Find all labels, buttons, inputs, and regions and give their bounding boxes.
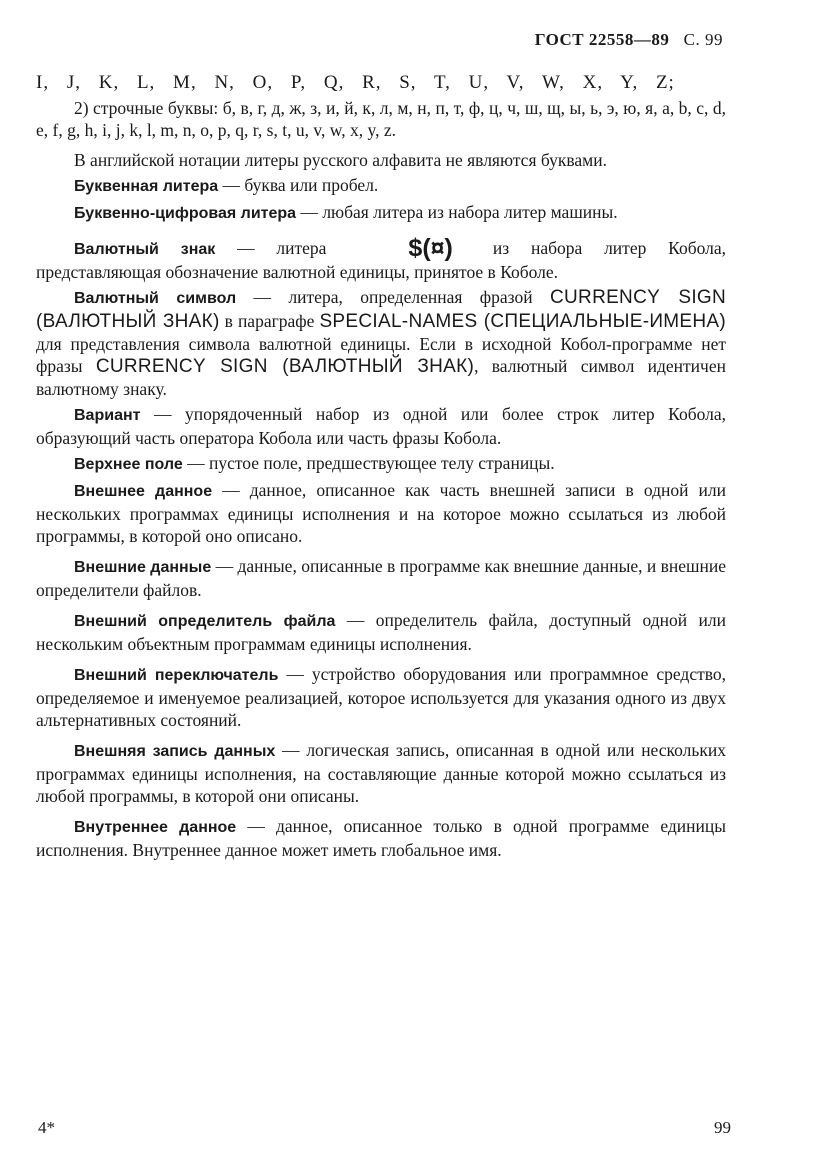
definition-top-margin [36,452,726,476]
definition-text: — данные, описанные в программе как внешние данные, и внешние определители файлов. [36,556,726,600]
currency-symbol: $(¤) [408,234,453,262]
definition-currency-symbol [36,286,726,400]
definition-alphanumeric-char [36,201,726,225]
lowercase-letters-paragraph: 2) строчные буквы: б, в, г, д, ж, з, и, й, к, л, м, н, п, т, ф, ц, ч, ш, щ, ы, ь, э, ю, я, a, b, c, d, e, f, g, h, i, j, k, l, m, n, o, p, q, r, s, t, u, v, w, x, y, z. [36,98,726,140]
definition-text: — пустое поле, предшествующее телу страницы. [182,453,555,473]
definition-text: — данное, описанное как часть внешней записи в одной или нескольких программах единицы исполнения и на которое можно ссылаться из любой программы, в которой оно описано. [36,480,726,546]
definition-text: — литера [215,238,327,258]
term: Внутреннее данное [74,819,237,836]
definition-external-file-connector [36,609,726,655]
definition-text: — устройство оборудования или программное средство, определяемое и именуемое реализацией, которое используется для указания одного из двух альтернативных состояний. [36,664,727,730]
definition-text: — упорядоченный набор из одной или более строк литер Кобола, образующий часть оператора Кобола или часть фразы Кобола. [36,404,726,448]
definition-text: — буква или пробел. [218,175,379,195]
definition-text: для представления символа валютной единицы. Если в исходной Кобол-программе нет фразы [36,334,726,376]
code-phrase: CURRENCY SIGN (ВАЛЮТНЫЙ ЗНАК) [95,356,475,377]
term: Валютный знак [74,241,216,258]
term: Верхнее поле [74,456,183,473]
definition-internal-data-item [36,815,726,861]
term: Буквенная литера [74,178,219,195]
definition-text: — литера, определенная фразой [236,287,550,307]
standard-number: ГОСТ 22558—89 [534,30,670,49]
english-notation-note: В английской нотации литеры русского алфавита не являются буквами. [74,150,607,170]
definition-text: — логическая запись, описанная в одной или нескольких программах единицы исполнения, на составляющие данные которой можно ссылаться из любой программы, в которой они описаны. [36,740,726,806]
definition-text: — определитель файла, доступный одной или нескольким объектным программам единицы исполнения. [36,610,726,654]
term: Внешний переключатель [74,667,279,684]
term: Внешний определитель файла [74,613,336,630]
definition-external-data-item [36,479,726,547]
definition-currency-sign [36,234,726,283]
definition-external-data [36,555,726,601]
code-phrase: CURRENCY SIGN (ВАЛЮТНЫЙ ЗНАК) [36,287,727,332]
definition-text-cont: из набора литер Кобола, представляющая обозначение валютной единицы, принятое в Коболе. [36,238,726,282]
definition-external-data-record [36,739,726,807]
sheet-mark: 4* [38,1118,55,1137]
term: Внешние данные [74,559,212,576]
definition-text: , валютный символ идентичен валютному знаку. [36,356,726,399]
page-number: 99 [714,1118,731,1137]
term: Вариант [74,407,141,424]
uppercase-letters-line: I, J, K, L, M, N, O, P, Q, R, S, T, U, V, W, X, Y, Z; [36,72,675,93]
term: Валютный символ [74,290,237,307]
definition-text: в параграфе [219,311,320,331]
code-phrase: SPECIAL-NAMES (СПЕЦИАЛЬНЫЕ-ИМЕНА) [319,311,726,332]
header-page-label: С. 99 [683,30,723,49]
term: Внешняя запись данных [74,743,276,760]
definition-external-switch [36,663,726,731]
definition-text: — любая литера из набора литер машины. [296,202,618,222]
definition-text: — данное, описанное только в одной программе единицы исполнения. Внутреннее данное может иметь глобальное имя. [36,816,726,860]
term: Буквенно-цифровая литера [74,205,297,222]
page-body [36,72,726,864]
definition-variant [36,403,726,449]
term: Внешнее данное [74,483,213,500]
definition-letter-char [36,174,726,198]
running-header [535,30,723,50]
